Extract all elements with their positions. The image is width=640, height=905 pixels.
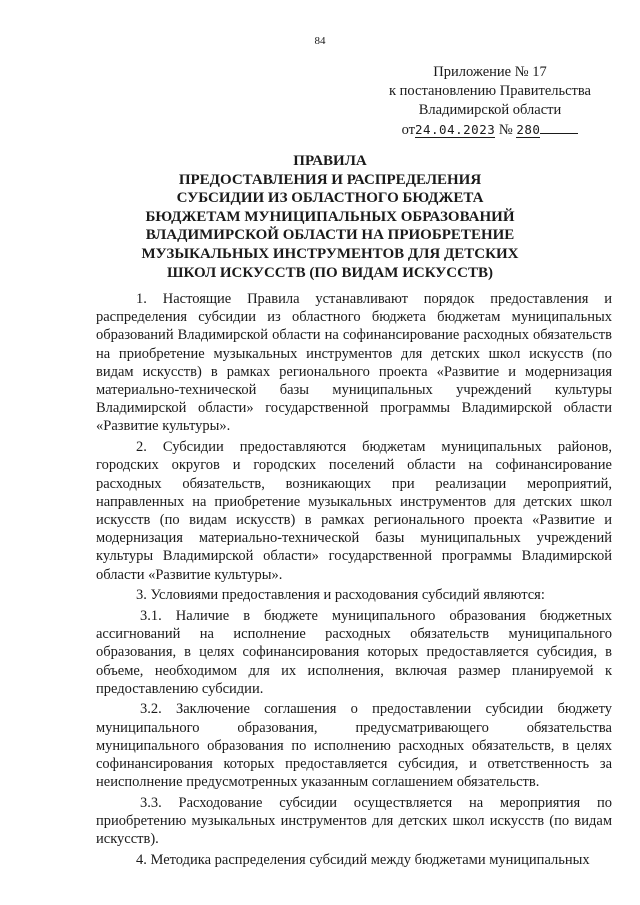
paragraph-1: 1. Настоящие Правила устанавливают порядок предоставления и распределения субсидии из областного бюджета бюджетам муниципальных образований Владимирской области на софинансирование расходных обязательств на приобретение музыкальных инструментов для детских школ искусств (по видам искусств) в рамках регионального проекта «Развитие и модернизация материально-технической базы муниципальных учреждений культуры Владимирской области» государственной программы Владимирской области «Развитие культуры». — [96, 291, 612, 435]
date-prefix: от — [401, 122, 415, 138]
paragraph-2: 2. Субсидии предоставляются бюджетам муниципальных районов, городских округов и городских поселений области на софинансирование расходных обязательств, возникающих при реализации мероприятий, направленных на приобретение музыкальных инструментов для детских школ искусств (по видам искусств) в рамках регионального проекта «Развитие и модернизация материально-технической базы муниципальных учреждений культуры Владимирской области» государственной программы Владимирской области «Развитие культуры». — [96, 439, 612, 583]
appendix-block — [380, 63, 600, 140]
paragraph-3-3: 3.3. Расходование субсидии осуществляется на мероприятия по приобретению музыкальных инструментов для детских школ искусств (по видам искусств). — [96, 794, 612, 848]
title-line: БЮДЖЕТАМ МУНИЦИПАЛЬНЫХ ОБРАЗОВАНИЙ — [145, 208, 515, 225]
number-underline — [540, 123, 578, 134]
title-line: ПРАВИЛА — [293, 153, 367, 169]
paragraph-3-1: 3.1. Наличие в бюджете муниципального образования бюджетных ассигнований на исполнение расходных обязательств муниципального образования, в целях софинансирования которых предоставляется субсидия, в объеме, необходимом для их исполнения, включая размер планируемой к предоставлению субсидии. — [96, 607, 612, 697]
decree-number: 280 — [516, 122, 541, 137]
appendix-date-line — [380, 120, 600, 140]
paragraph-3-2: 3.2. Заключение соглашения о предоставлении субсидии бюджету муниципального образования, предусматривающего обязательства муниципального образования по исполнению расходных обязательств, в целях софинансирования которых предоставляется субсидия, и ответственность за неисполнение предусмотренных указанным соглашением обязательств. — [96, 701, 612, 791]
appendix-decree-line: к постановлению Правительства — [389, 83, 591, 99]
title-line: СУБСИДИИ ИЗ ОБЛАСТНОГО БЮДЖЕТА — [176, 190, 484, 207]
appendix-title: Приложение № 17 — [433, 64, 547, 80]
appendix-region-line: Владимирской области — [418, 102, 562, 118]
decree-date: 24.04.2023 — [414, 122, 496, 137]
title-line: МУЗЫКАЛЬНЫХ ИНСТРУМЕНТОВ ДЛЯ ДЕТСКИХ — [141, 245, 519, 262]
title-line: ВЛАДИМИРСКОЙ ОБЛАСТИ НА ПРИОБРЕТЕНИЕ — [145, 227, 515, 244]
document-body — [96, 290, 612, 872]
page-number: 84 — [314, 35, 326, 47]
paragraph-3: 3. Условиями предоставления и расходования субсидий являются: — [136, 587, 545, 604]
title-line: ПРЕДОСТАВЛЕНИЯ И РАСПРЕДЕЛЕНИЯ — [178, 171, 482, 188]
title-line: ШКОЛ ИСКУССТВ (ПО ВИДАМ ИСКУССТВ) — [167, 264, 493, 281]
document-title — [80, 152, 580, 282]
paragraph-4: 4. Методика распределения субсидий между бюджетами муниципальных — [136, 852, 590, 869]
number-label: № — [498, 122, 513, 138]
